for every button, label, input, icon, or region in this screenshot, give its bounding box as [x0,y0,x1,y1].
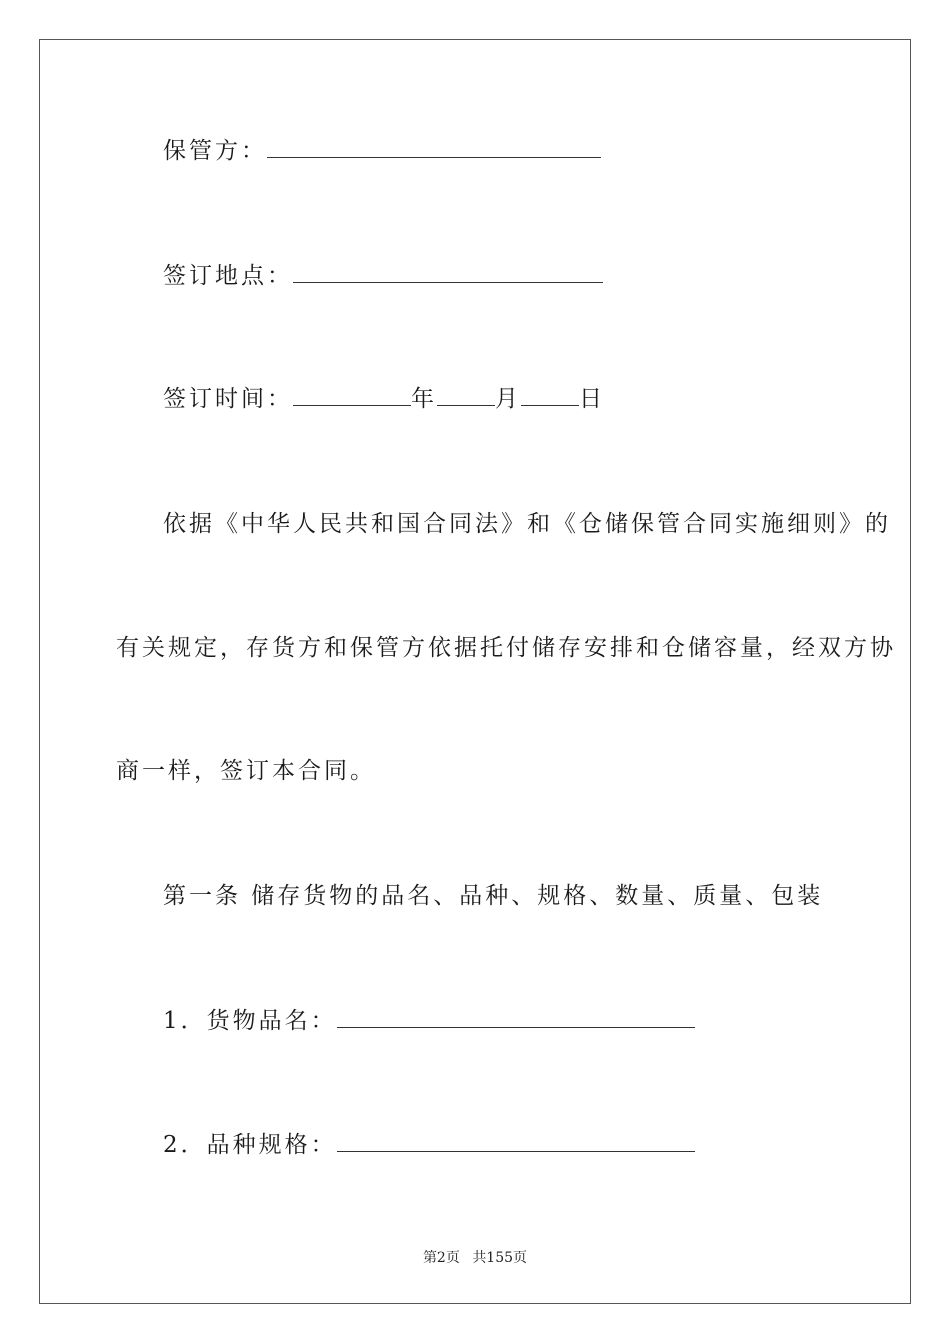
year-label: 年 [411,386,437,412]
sign-place-label: 签订地点： [163,263,293,289]
intro-paragraph-line-3: 商一样，签订本合同。 [116,758,376,784]
item-variety-spec-line [163,1130,695,1160]
month-blank[interactable] [437,385,495,406]
page-border [39,39,911,1304]
custodian-line [163,136,601,166]
item-goods-name-line [163,1006,695,1036]
month-label: 月 [495,386,521,412]
sign-place-blank[interactable] [293,262,603,283]
intro-paragraph-line-2: 有关规定，存货方和保管方依据托付储存安排和仓储容量，经双方协 [116,635,896,661]
intro-paragraph-line-1: 依据《中华人民共和国合同法》和《仓储保管合同实施细则》的 [163,511,891,537]
custodian-blank[interactable] [267,137,601,158]
sign-time-line [163,384,605,414]
custodian-label: 保管方： [163,138,267,164]
item-goods-name-label: 1．货物品名： [163,1008,337,1034]
sign-time-label: 签订时间： [163,386,293,412]
day-label: 日 [579,386,605,412]
page-footer [0,1247,950,1267]
article-1-heading: 第一条 储存货物的品名、品种、规格、数量、质量、包装 [163,883,824,909]
year-blank[interactable] [293,385,411,406]
item-variety-spec-blank[interactable] [337,1131,695,1152]
page-number-current: 第2页 [422,1250,460,1266]
item-variety-spec-label: 2．品种规格： [163,1132,337,1158]
day-blank[interactable] [521,385,579,406]
sign-place-line [163,261,603,291]
item-goods-name-blank[interactable] [337,1007,695,1028]
page-number-total: 共155页 [472,1250,528,1266]
